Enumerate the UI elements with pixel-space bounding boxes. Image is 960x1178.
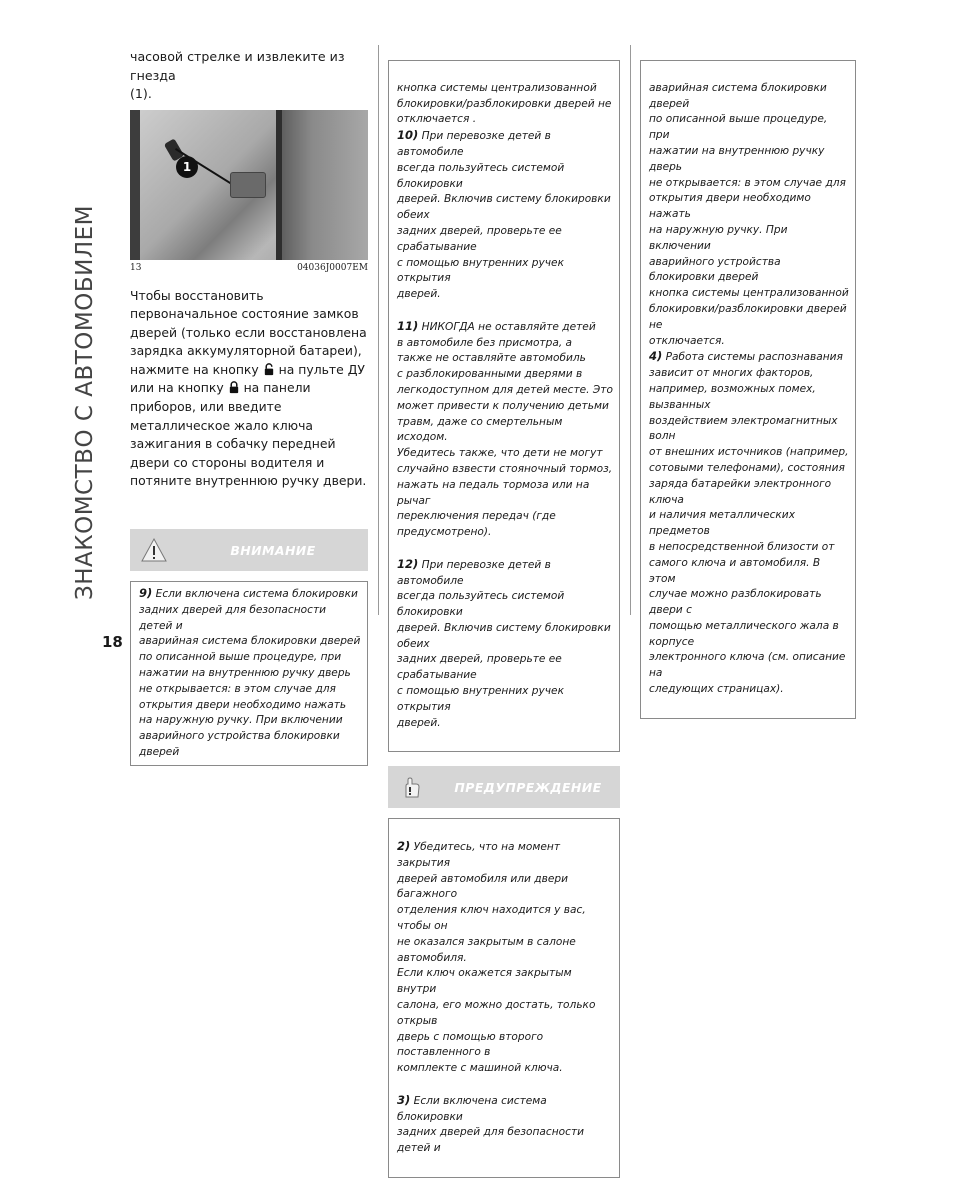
callout-marker: 1 — [176, 156, 198, 178]
door-latch — [230, 172, 266, 198]
continued-text: аварийная система блокировки дверей по описанной выше процедуре, при нажатии на внутреннюю ручку дверь не открывается: в этом случае для открытия двери необходимо нажать на наружную ручку. При включении аварийного устройства блокировки дверей кнопка системы централизованной блокировки/разблокировки дверей не отключается. — [649, 81, 849, 347]
attention-item-11: 11) НИКОГДА не оставляйте детей в автомобиле без присмотра, а также не оставляйте автомобиль с разблокированными дверями в легкодоступном для детей месте. Это может привести к получению детьми травм, даже со смертельным исходом. Убедитесь также, что дети не могут случайно взвести стояночный тормоз, нажать на педаль тормоза или на рычаг переключения передач (где предусмотрено). — [397, 318, 613, 539]
section-side-title: ЗНАКОМСТВО С АВТОМОБИЛЕМ — [72, 205, 98, 600]
column-left — [130, 48, 368, 766]
warning-triangle-icon — [141, 538, 167, 562]
warning-item-3: 3) Если включена система блокировки задних дверей для безопасности детей и — [397, 1092, 585, 1155]
warning-box-continued — [640, 60, 856, 719]
attention-banner — [130, 529, 368, 571]
continued-text: кнопка системы централизованной блокировки/разблокировки дверей не отключается . — [397, 81, 612, 126]
body-paragraph: Чтобы восстановить первоначальное состояние замков дверей (только если восстановлена зарядка аккумуляторной батареи), нажмите на кнопку на пульте ДУ или на кнопку на панели приборов, или введите металлическое жало ключа зажигания в собачку передней двери со стороны водителя и потяните внутреннюю ручку двери. — [130, 287, 367, 489]
attention-text: 9) Если включена система блокировки задних дверей для безопасности детей и аварийная система блокировки дверей по описанной выше процедуре, при нажатии на внутреннюю ручку дверь не открывается: в этом случае для открытия двери необходимо нажать на наружную ручку. При включении аварийного устройства блокировки дверей — [139, 586, 361, 758]
column-divider — [378, 45, 379, 615]
intro-text: часовой стрелке и извлеките из гнезда (1). — [130, 49, 345, 101]
attention-item-10: 10) При перевозке детей в автомобиле всегда пользуйтесь системой блокировки дверей. Включив систему блокировки обеих задних дверей, проверьте ее срабатывание с помощью внутренних ручек открытия дверей. — [397, 128, 611, 301]
unlock-icon — [263, 363, 275, 376]
figure-caption — [130, 263, 368, 273]
figure-number: 13 — [130, 262, 142, 273]
door-latch-photo — [130, 110, 368, 260]
warning-box — [388, 818, 620, 1178]
attention-box — [130, 581, 368, 766]
page-number: 18 — [102, 633, 123, 651]
warning-title: ПРЕДУПРЕЖДЕНИЕ — [454, 779, 602, 795]
attention-box-continued — [388, 60, 620, 752]
figure-code: 04036J0007EM — [297, 262, 368, 273]
column-divider — [630, 45, 631, 615]
column-middle — [388, 60, 620, 1178]
lock-icon — [228, 381, 240, 394]
column-right — [640, 60, 856, 719]
attention-item-12: 12) При перевозке детей в автомобиле всегда пользуйтесь системой блокировки дверей. Включив систему блокировки обеих задних дверей, проверьте ее срабатывание с помощью внутренних ручек открытия дверей. — [397, 556, 611, 729]
hand-warning-icon — [400, 775, 424, 799]
warning-item-2: 2) Убедитесь, что на момент закрытия дверей автомобиля или двери багажного отделения ключ находится у вас, чтобы он не оказался закрытым в салоне автомобиля. Если ключ окажется закрытым внутри салона, его можно достать, только открыв дверь с помощью второго поставленного в комплекте с машиной ключа. — [397, 839, 596, 1075]
attention-title: ВНИМАНИЕ — [230, 542, 316, 558]
warning-item-4: 4) Работа системы распознавания зависит от многих факторов, например, возможных помех, вызванных воздействием электромагнитных волн от внешних источников (например, сотовыми телефонами), состояния заряда батарейки электронного ключа и наличия металлических предметов в непосредственной близости от самого ключа и автомобиля. В этом случае можно разблокировать двери с помощью металлического жала в корпусе электронного ключа (см. описание на следующих страницах). — [649, 349, 849, 696]
warning-banner — [388, 766, 620, 808]
